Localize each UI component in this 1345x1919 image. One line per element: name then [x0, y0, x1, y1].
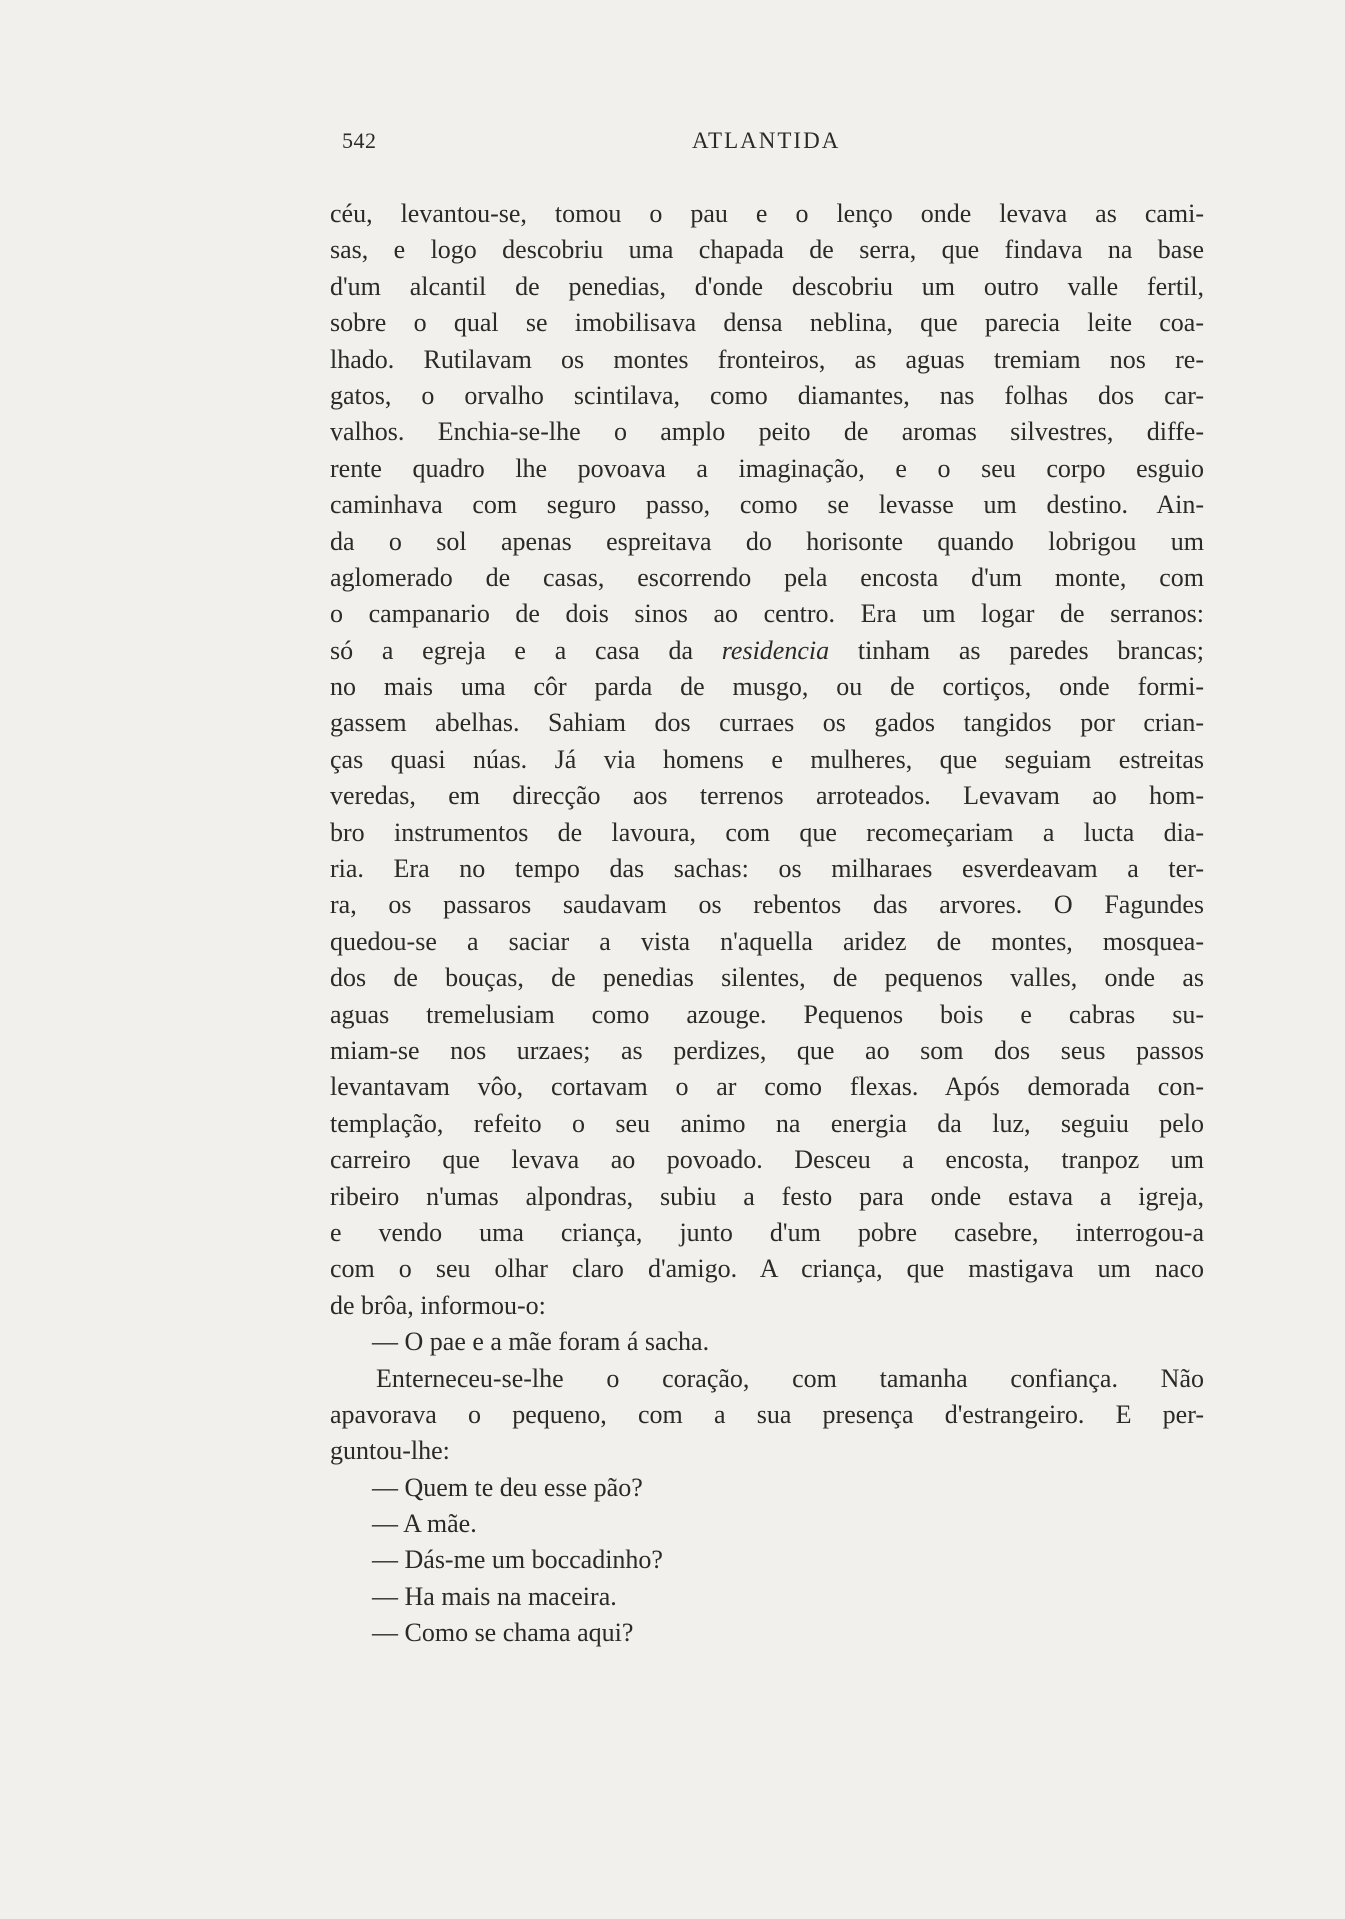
text-line: templação, refeito o seu animo na energia da luz, seguiu pelo — [330, 1108, 1204, 1138]
text-line: apavorava o pequeno, com a sua presença d'estrangeiro. E per- — [330, 1399, 1204, 1429]
text-line: quedou-se a saciar a vista n'aquella aridez de montes, mosquea- — [330, 926, 1204, 956]
text-line: gassem abelhas. Sahiam dos curraes os gados tangidos por crian- — [330, 708, 1204, 738]
text-line: sas, e logo descobriu uma chapada de serra, que findava na base — [330, 235, 1204, 265]
italic-word: residencia — [721, 635, 830, 665]
paragraph-first-line: Enterneceu-se-lhe o coração, com tamanha confiança. Não — [376, 1363, 1204, 1393]
text-line: ria. Era no tempo das sachas: os milharaes esverdeavam a ter- — [330, 854, 1204, 884]
text-line: d'um alcantil de penedias, d'onde descobriu um outro valle fertil, — [330, 271, 1204, 301]
text-line: bro instrumentos de lavoura, com que recomeçariam a lucta dia- — [330, 817, 1204, 847]
text-line: caminhava com seguro passo, como se levasse um destino. Ain- — [330, 490, 1204, 520]
text-line-italic — [330, 633, 1204, 669]
text-line: e vendo uma criança, junto d'um pobre casebre, interrogou-a — [330, 1217, 1204, 1247]
text-line: lhado. Rutilavam os montes fronteiros, as aguas tremiam nos re- — [330, 344, 1204, 374]
text-line: com o seu olhar claro d'amigo. A criança, que mastigava um naco — [330, 1254, 1204, 1284]
text-line: sobre o qual se imobilisava densa neblina, que parecia leite coa- — [330, 308, 1204, 338]
text-line: levantavam vôo, cortavam o ar como flexas. Após demorada con- — [330, 1072, 1204, 1102]
text-line: rente quadro lhe povoava a imaginação, e o seu corpo esguio — [330, 453, 1204, 483]
text-line: dos de bouças, de penedias silentes, de pequenos valles, onde as — [330, 963, 1204, 993]
page-header — [330, 128, 1210, 164]
dialog-line: — O pae e a mãe foram á sacha. — [372, 1327, 710, 1357]
text-line: veredas, em direcção aos terrenos arroteados. Levavam ao hom- — [330, 781, 1204, 811]
text-line: ra, os passaros saudavam os rebentos das arvores. O Fagundes — [330, 890, 1204, 920]
dialog-line: — Como se chama aqui? — [372, 1618, 634, 1648]
dialog-line: — Dás-me um boccadinho? — [372, 1545, 663, 1575]
body-text — [330, 196, 1204, 1652]
dialog-line: — Quem te deu esse pão? — [372, 1472, 643, 1502]
text-line: ças quasi núas. Já via homens e mulheres, que seguiam estreitas — [330, 744, 1204, 774]
text-segment: tinham as paredes brancas; — [829, 635, 1204, 665]
text-line: no mais uma côr parda de musgo, ou de cortiços, onde formi- — [330, 672, 1204, 702]
text-line: miam-se nos urzaes; as perdizes, que ao som dos seus passos — [330, 1035, 1204, 1065]
text-line: gatos, o orvalho scintilava, como diamantes, nas folhas dos car- — [330, 380, 1204, 410]
text-line: carreiro que levava ao povoado. Desceu a encosta, tranpoz um — [330, 1145, 1204, 1175]
dialog-line: — A mãe. — [372, 1509, 477, 1539]
dialog-line: — Ha mais na maceira. — [372, 1581, 617, 1611]
text-segment: só a egreja e a casa da — [330, 635, 722, 665]
text-line: aglomerado de casas, escorrendo pela encosta d'um monte, com — [330, 562, 1204, 592]
page-number: 542 — [342, 128, 377, 153]
text-line: aguas tremelusiam como azouge. Pequenos bois e cabras su- — [330, 999, 1204, 1029]
text-line: guntou-lhe: — [330, 1436, 450, 1466]
text-line: de brôa, informou-o: — [330, 1290, 546, 1320]
text-line: céu, levantou-se, tomou o pau e o lenço onde levava as cami- — [330, 199, 1204, 228]
text-line: o campanario de dois sinos ao centro. Era um logar de serranos: — [330, 599, 1204, 629]
text-line: da o sol apenas espreitava do horisonte quando lobrigou um — [330, 526, 1204, 556]
text-line: ribeiro n'umas alpondras, subiu a festo para onde estava a igreja, — [330, 1181, 1204, 1211]
running-title: ATLANTIDA — [692, 128, 841, 153]
text-line: valhos. Enchia-se-lhe o amplo peito de aromas silvestres, diffe- — [330, 417, 1204, 447]
